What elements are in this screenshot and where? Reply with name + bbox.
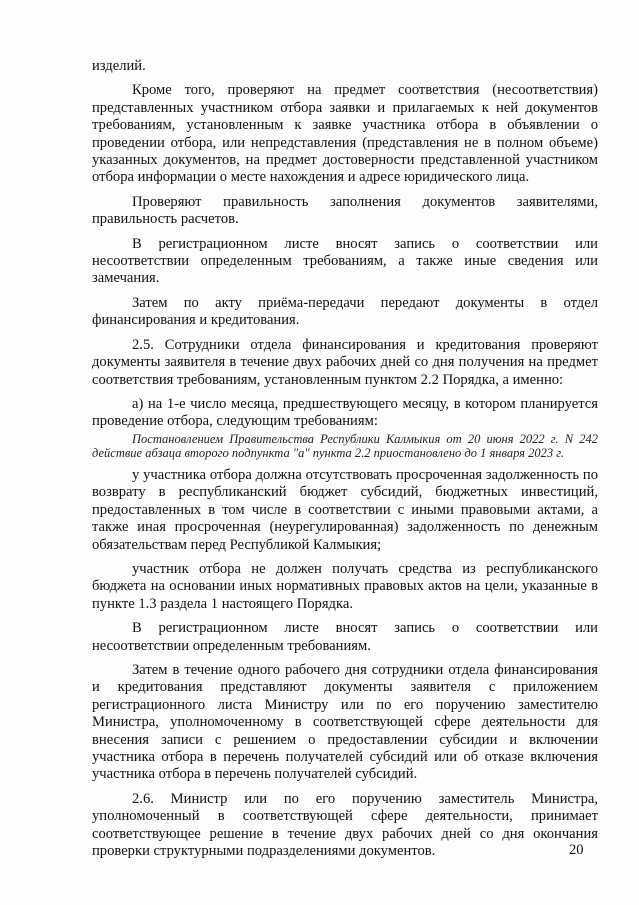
paragraph-2-6: 2.6. Министр или по его поручению заместитель Министра, уполномоченный в соответствующей сфере деятельности, принимает соответствующее решение в течение двух рабочих дней со дня окончания проверки структурными подразделениями документов. (92, 790, 598, 860)
paragraph-registration-record-2: В регистрационном листе вносят запись о соответствии или несоответствии определенным требованиям. (92, 620, 598, 654)
paragraph-calculations: Проверяют правильность заполнения документов заявителями, правильность расчетов. (92, 193, 598, 228)
page-number: 20 (569, 842, 584, 858)
paragraph-funds-requirement: участник отбора не должен получать средства из республиканского бюджета на основании иных нормативных правовых актов на цели, указанные в пункте 1.3 раздела 1 настоящего Порядка. (92, 560, 598, 612)
paragraph-subpoint-a: а) на 1-е число месяца, предшествующего месяцу, в котором планируется проведение отбора, следующим требованиям: (92, 395, 598, 430)
paragraph-continuation: изделий. (92, 58, 146, 74)
paragraph-transfer: Затем по акту приёма-передачи передают документы в отдел финансирования и кредитования. (92, 294, 598, 329)
paragraph-submission: Затем в течение одного рабочего дня сотрудники отдела финансирования и кредитования представляют документы заявителя с приложением регистрационного листа Министру или по его поручению заместителю Министра, уполномоченному в соответствующей сфере деятельности для внесения записи с решением о предоставлении субсидии и включении участника отбора в перечень получателей субсидий или об отказе включения участника отбора в перечень получателей субсидий. (92, 661, 598, 783)
paragraph-debt-requirement: у участника отбора должна отсутствовать просроченная задолженность по возврату в республиканский бюджет субсидий, бюджетных инвестиций, предоставленных в том числе в соответствии с иными правовыми актами, а также иная просроченная (неурегулированная) задолженность по денежным обязательствам перед Республикой Калмыкия; (92, 466, 598, 553)
paragraph-2-5: 2.5. Сотрудники отдела финансирования и кредитования проверяют документы заявителя в течение двух рабочих дней со дня получения на предмет соответствия требованиям, установленным пунктом 2.2 Порядка, а именно: (92, 336, 598, 388)
paragraph-registration-record: В регистрационном листе вносят запись о соответствии или несоответствии определенным требованиям, а также иные сведения или замечания. (92, 235, 598, 287)
paragraph-verification: Кроме того, проверяют на предмет соответствия (несоответствия) представленных участником отбора заявки и прилагаемых к ней документов требованиям, установленным к заявке участника отбора в объявлении о проведении отбора, или непредставления (представления не в полном объеме) указанных документов, на предмет достоверности представленной участником отбора информации о месте нахождения и адресе юридического лица. (92, 82, 598, 186)
document-body (92, 58, 598, 867)
legal-note: Постановлением Правительства Республики Калмыкия от 20 июня 2022 г. N 242 действие абзаца второго подпункта "а" пункта 2.2 приостановлено до 1 января 2023 г. (92, 431, 598, 461)
